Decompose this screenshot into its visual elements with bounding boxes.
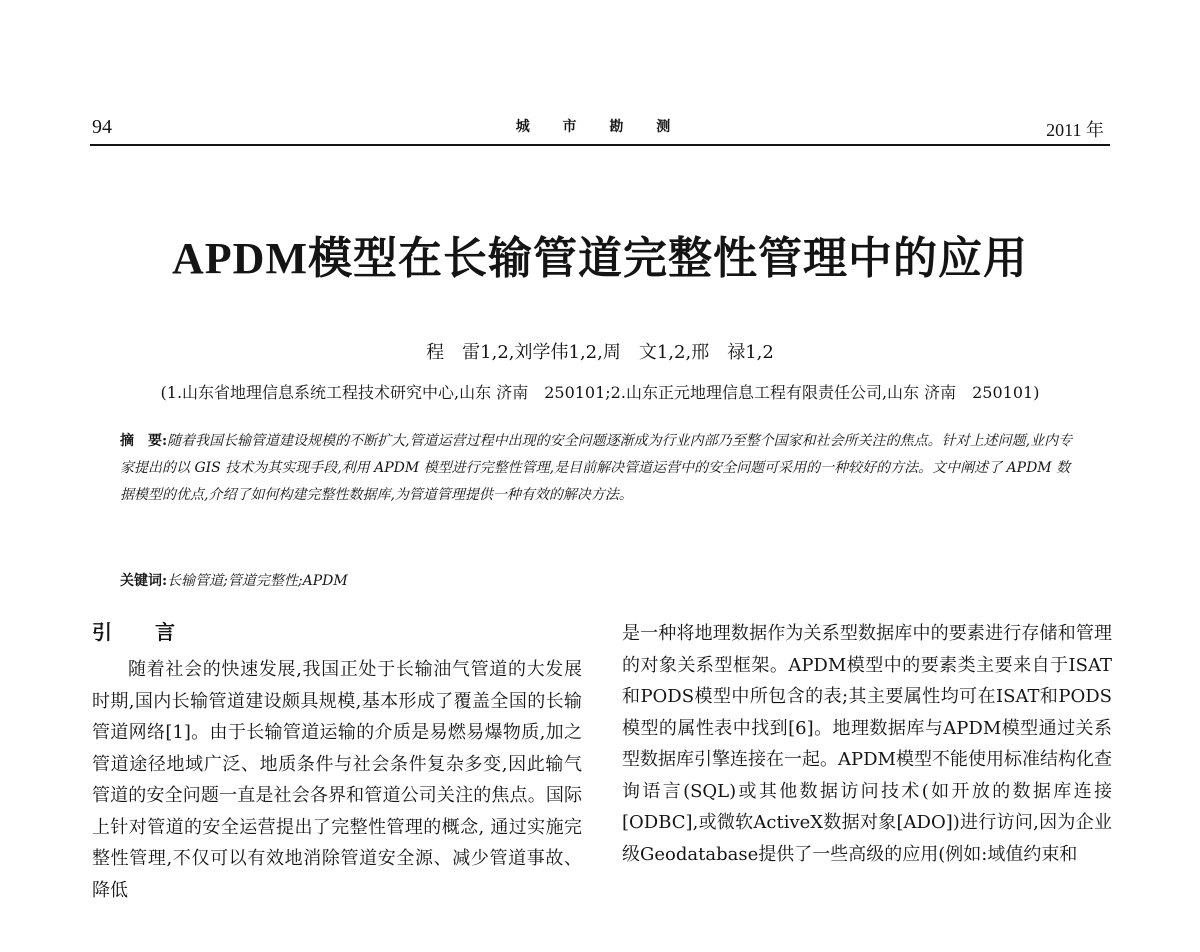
abstract-text: 随着我国长输管道建设规模的不断扩大,管道运营过程中出现的安全问题逐渐成为行业内部乃至整个国家和社会所关注的焦点。针对上述问题,业内专家提出的以 GIS 技术为其实现手段,利用 APDM 模型进行完整性管理,是目前解决管道运营中的安全问题可采用的一种较好的方法。文中阐述了 APDM 数据模型的优点,介绍了如何构建完整性数据库,为管道管理提供一种有效的解决方法。 [120, 433, 1073, 503]
section-heading: 引 言 [92, 620, 193, 644]
keywords-text: 长输管道;管道完整性;APDM [167, 573, 348, 589]
issue-year: 2011 年 [1046, 120, 1104, 140]
abstract [120, 428, 1080, 509]
affiliation: (1.山东省地理信息系统工程技术研究中心,山东 济南 250101;2.山东正元地理信息工程有限责任公司,山东 济南 250101) [160, 383, 1040, 402]
page-number: 94 [92, 116, 112, 138]
article-title: APDM模型在长输管道完整性管理中的应用 [172, 234, 1028, 283]
keywords-label: 关键词: [120, 573, 168, 589]
keywords [120, 570, 1080, 590]
abstract-label: 摘 要: [120, 433, 168, 449]
body-right-column: 是一种将地理数据作为关系型数据库中的要素进行存储和管理的对象关系型框架。APDM模型中的要素类主要来自于ISAT和PODS模型中所包含的表;其主要属性均可在ISAT和PODS模型的属性表中找到[6]。地理数据库与APDM模型通过关系型数据库引擎连接在一起。APDM模型不能使用标准结构化查询语言(SQL)或其他数据访问技术(如开放的数据库连接[ODBC],或微软ActiveX数据对象[ADO])进行访问,因为企业级Geodatabase提供了一些高级的应用(例如:域值约束和 [622, 623, 1112, 865]
body-left-column: 随着社会的快速发展,我国正处于长输油气管道的大发展时期,国内长输管道建设颇具规模,基本形成了覆盖全国的长输管道网络[1]。由于长输管道运输的介质是易燃易爆物质,加之管道途径地域广泛、地质条件与社会条件复杂多变,因此输气管道的安全问题一直是社会各界和管道公司关注的焦点。国际上针对管道的安全运营提出了完整性管理的概念, 通过实施完整性管理,不仅可以有效地消除管道安全源、减少管道事故、降低 [92, 659, 582, 901]
header-rule [90, 144, 1110, 146]
journal-name: 城 市 勘 测 [515, 119, 685, 135]
author-list: 程 雷1,2,刘学伟1,2,周 文1,2,邢 禄1,2 [426, 342, 774, 363]
